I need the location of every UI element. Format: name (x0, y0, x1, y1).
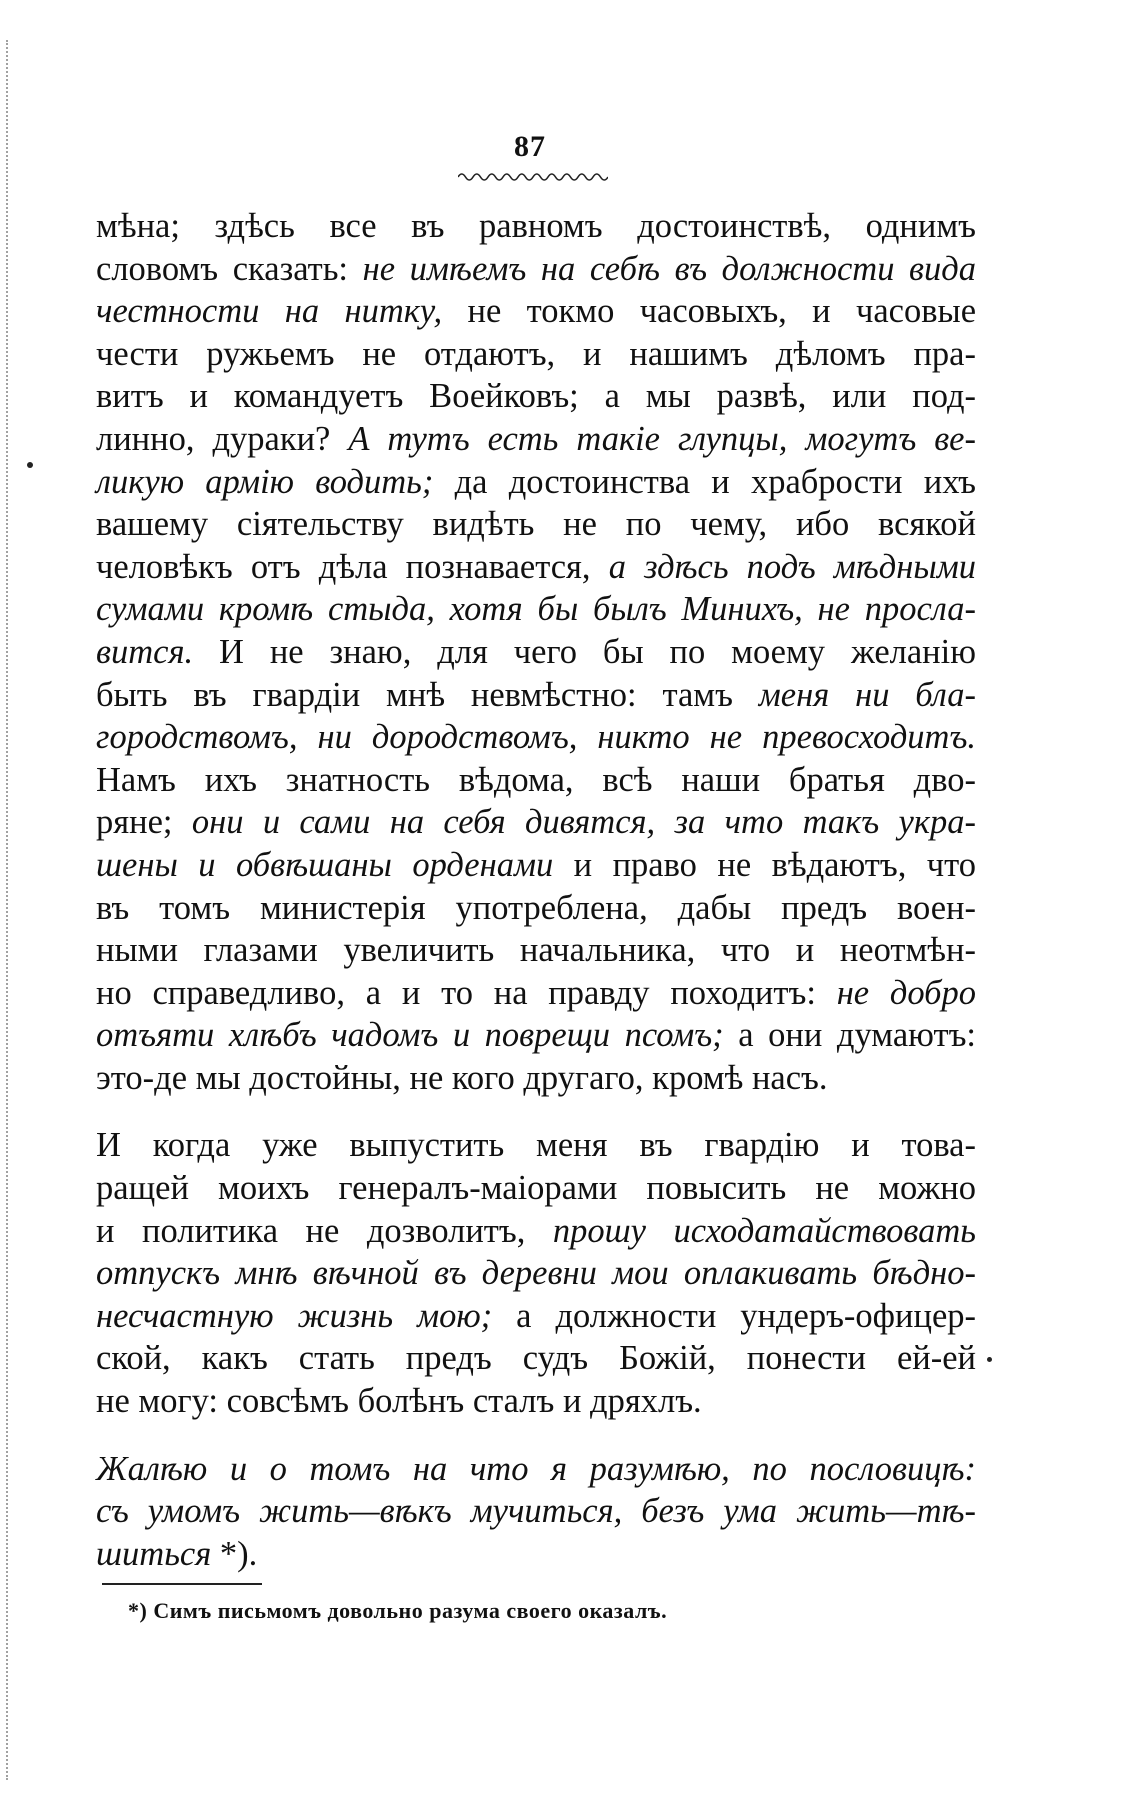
paragraph-gap (96, 1099, 976, 1124)
print-speck (987, 1357, 992, 1362)
text-line (96, 801, 976, 844)
italic-text-run: а здѣсь подъ мѣдными (608, 547, 976, 586)
print-speck (27, 462, 33, 468)
footnote: *) Симъ письмомъ довольно разума своего оказалъ. (128, 1598, 668, 1623)
text-line (96, 1448, 976, 1491)
italic-text-run: несчастную жизнь мою; (96, 1296, 493, 1335)
italic-text-run: городствомъ, ни дородствомъ, никто не превосходитъ. (96, 718, 976, 757)
text-line (96, 375, 976, 418)
text-line (96, 887, 976, 930)
text-run: да достоинства и храбрости ихъ (433, 462, 976, 501)
italic-text-run: прошу исходатайствовать (552, 1211, 976, 1250)
text-run: словомъ сказать: (96, 249, 363, 288)
wavy-rule-ornament (458, 170, 608, 184)
text-run: быть въ гвардіи мнѣ невмѣстно: тамъ (96, 675, 759, 714)
text-line (96, 1167, 976, 1210)
italic-text-run: съ умомъ жить—вѣкъ мучиться, безъ ума жить—тѣ- (96, 1492, 976, 1531)
text-line (96, 1337, 976, 1380)
text-run: вашему сіятельству видѣть не по чему, ибо всякой (96, 505, 976, 544)
text-line (96, 461, 976, 504)
text-line (96, 1057, 976, 1100)
text-run: но справедливо, а и то на правду походитъ: (96, 973, 837, 1012)
text-line (96, 972, 976, 1015)
text-run: ряне; (96, 803, 192, 842)
text-line (96, 631, 976, 674)
text-run: линно, дураки? (96, 419, 349, 458)
text-line (96, 546, 976, 589)
text-run: *). (211, 1534, 258, 1573)
text-line (96, 1380, 976, 1423)
italic-text-run: не имѣемъ на себѣ въ должности вида (362, 249, 976, 288)
text-line (96, 1295, 976, 1338)
text-run: человѣкъ отъ дѣла познавается, (96, 547, 609, 586)
footnote-divider (102, 1583, 262, 1585)
text-run: ными глазами увеличить начальника, что и неотмѣн- (96, 931, 976, 970)
italic-text-run: вится. (96, 632, 194, 671)
text-run: мѣна; здѣсь все въ равномъ достоинствѣ, однимъ (96, 207, 976, 245)
text-line (96, 1014, 976, 1057)
text-run: И когда уже выпустить меня въ гвардію и това- (96, 1126, 976, 1165)
text-run: это-де мы достойны, не кого другаго, кромѣ насъ. (96, 1058, 828, 1097)
text-line (96, 759, 976, 802)
text-run: не токмо часовыхъ, и часовые (442, 292, 977, 331)
page-number: 87 (514, 130, 546, 163)
text-line (96, 588, 976, 631)
text-line (96, 844, 976, 887)
italic-text-run: отъяти хлѣбъ чадомъ и поврещи псомъ; (96, 1016, 724, 1055)
text-line (96, 418, 976, 461)
text-run: И не знаю, для чего бы по моему желанію (193, 632, 976, 671)
text-run: витъ и командуетъ Воейковъ; а мы развѣ, или под- (96, 377, 976, 416)
text-line (96, 333, 976, 376)
text-line (96, 503, 976, 546)
text-run: чести ружьемъ не отдаютъ, и нашимъ дѣломъ пра- (96, 334, 976, 373)
paragraph (96, 1124, 976, 1422)
text-run: Намъ ихъ знатность вѣдома, всѣ наши братья дво- (96, 760, 976, 799)
text-line (96, 1490, 976, 1533)
text-run: не могу: совсѣмъ болѣнъ сталъ и дряхлъ. (96, 1382, 702, 1421)
italic-text-run: Жалѣю и о томъ на что я разумѣю, по пословицѣ: (96, 1449, 976, 1488)
paragraph-gap (96, 1423, 976, 1448)
italic-text-run: честности на нитку, (96, 292, 443, 331)
text-line (96, 1252, 976, 1295)
italic-text-run: не добро (836, 973, 976, 1012)
italic-text-run: шиться (96, 1534, 212, 1573)
text-run: въ томъ министерія употреблена, дабы предъ воен- (96, 888, 976, 927)
text-run: ской, какъ стать предъ судъ Божій, понести ей-ей (96, 1339, 976, 1378)
text-line (96, 290, 976, 333)
text-run: а они думаютъ: (723, 1016, 976, 1055)
paragraph (96, 1448, 976, 1576)
text-line (96, 716, 976, 759)
italic-text-run: А тутъ есть такіе глупцы, могутъ ве- (348, 419, 976, 458)
italic-text-run: ликую армію водить; (96, 462, 434, 501)
text-line (96, 1210, 976, 1253)
text-line (96, 1124, 976, 1167)
italic-text-run: меня ни бла- (758, 675, 976, 714)
text-line (96, 674, 976, 717)
text-run: ращей моихъ генералъ-маіорами повысить не можно (96, 1169, 976, 1208)
text-line (96, 1533, 976, 1576)
page-edge-binding (6, 40, 10, 1780)
text-line (96, 205, 976, 248)
italic-text-run: сумами кромѣ стыда, хотя бы былъ Минихъ, не просла- (96, 590, 976, 629)
text-run: и право не вѣдаютъ, что (553, 845, 977, 884)
italic-text-run: они и сами на себя дивятся, за что такъ укра- (191, 803, 977, 842)
italic-text-run: отпускъ мнѣ вѣчной въ деревни мои оплакивать бѣдно- (96, 1254, 976, 1293)
text-run: а должности ундеръ-офицер- (492, 1296, 976, 1335)
text-run: и политика не дозволитъ, (96, 1211, 553, 1250)
body-text (96, 205, 976, 1575)
paragraph (96, 205, 976, 1099)
italic-text-run: шены и обвѣшаны орденами (96, 845, 554, 884)
text-line (96, 929, 976, 972)
text-line (96, 248, 976, 291)
